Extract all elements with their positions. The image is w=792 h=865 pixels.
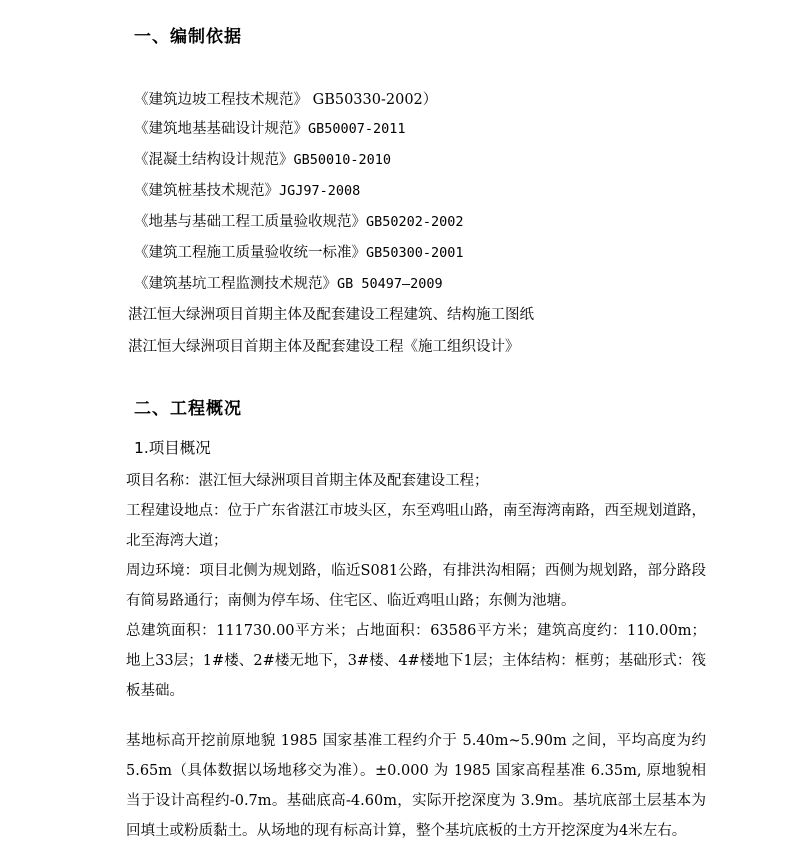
- reference-item: [134, 241, 464, 262]
- reference-code: GB50300-2001: [366, 245, 464, 261]
- reference-item: [134, 210, 464, 231]
- reference-title: 《地基与基础工程工质量验收规范》: [134, 214, 366, 230]
- project-overview-text: [108, 466, 706, 706]
- project-elevation: 基地标高开挖前原地貌 1985 国家基准工程约介于 5.40m~5.90m 之间，平均高度为约 5.65m（具体数据以场地移交为准）。±0.000 为 1985 国家高程基准 6.35m, 原地貌相当于设计高程约-0.7m。基础底高-4.60m，实际开挖深度为 3.9m。基坑底部土层基本为回填土或粉质黏土。从场地的现有标高计算，整个基坑底板的土方开挖深度为4米左右。: [126, 733, 706, 839]
- reference-title: 《建筑边坡工程技术规范》: [134, 92, 308, 108]
- subsection-heading: 1.项目概况: [134, 439, 211, 457]
- reference-code: JGJ97-2008: [279, 183, 361, 199]
- reference-item: [134, 179, 360, 200]
- reference-item: [134, 272, 443, 293]
- section-heading-overview: 二、工程概况: [134, 399, 242, 419]
- reference-title: 《建筑桩基技术规范》: [134, 183, 279, 199]
- reference-item: [134, 88, 437, 109]
- elevation-text: [108, 726, 706, 846]
- project-area: 总建筑面积：111730.00平方米；占地面积：63586平方米；建筑高度约：110.00m；地上33层；1#楼、2#楼无地下，3#楼、4#楼地下1层；主体结构：框剪；基础形式：筏板基础。: [126, 623, 706, 699]
- reference-item: [134, 148, 391, 169]
- reference-design: 湛江恒大绿洲项目首期主体及配套建设工程《施工组织设计》: [128, 339, 520, 355]
- project-location: 工程建设地点：位于广东省湛江市坡头区，东至鸡咀山路，南至海湾南路，西至规划道路，北至海湾大道；: [126, 503, 706, 549]
- reference-code: GB50330-2002）: [308, 92, 438, 108]
- section-heading-basis: 一、编制依据: [134, 27, 242, 47]
- reference-item: [134, 117, 406, 138]
- reference-drawings: 湛江恒大绿洲项目首期主体及配套建设工程建筑、结构施工图纸: [128, 307, 534, 323]
- reference-code: GB 50497—2009: [337, 276, 443, 292]
- reference-title: 《建筑地基基础设计规范》: [134, 121, 308, 137]
- reference-title: 《混凝土结构设计规范》: [134, 152, 294, 168]
- project-surroundings: 周边环境：项目北侧为规划路，临近S081公路，有排洪沟相隔；西侧为规划路，部分路段有简易路通行；南侧为停车场、住宅区、临近鸡咀山路；东侧为池塘。: [126, 563, 706, 609]
- reference-title: 《建筑基坑工程监测技术规范》: [134, 276, 337, 292]
- reference-code: GB50007-2011: [308, 121, 406, 137]
- reference-title: 《建筑工程施工质量验收统一标准》: [134, 245, 366, 261]
- project-name: 项目名称：湛江恒大绿洲项目首期主体及配套建设工程；: [126, 473, 489, 489]
- reference-code: GB50202-2002: [366, 214, 464, 230]
- reference-code: GB50010-2010: [293, 152, 392, 168]
